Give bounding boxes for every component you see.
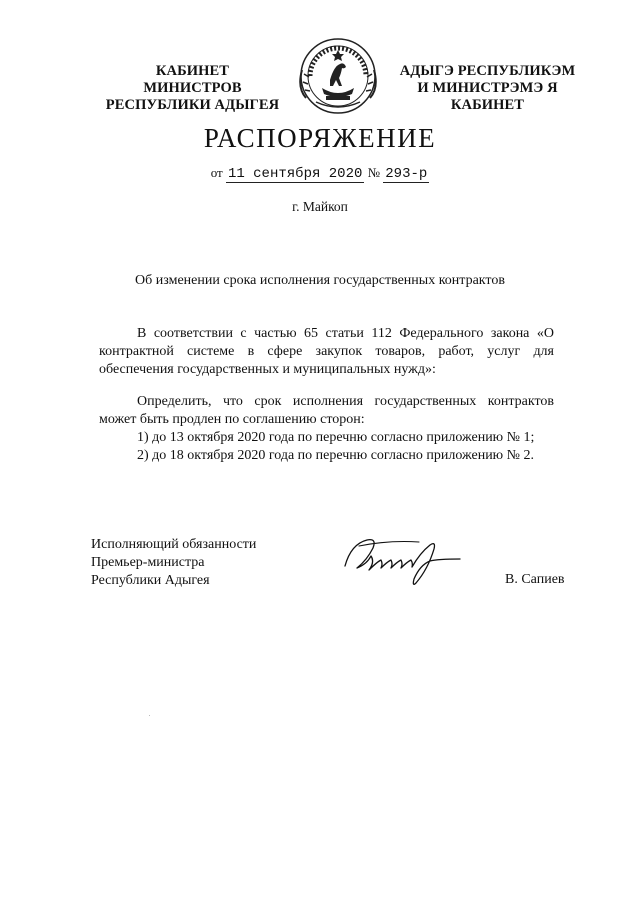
document-date: 11 сентября 2020 [227, 166, 363, 182]
document-title: РАСПОРЯЖЕНИЕ [203, 123, 437, 153]
date-prefix: от [210, 165, 223, 180]
signatory-name: В. Сапиев [505, 572, 565, 587]
signatory-line3: Республики Адыгея [91, 573, 210, 588]
adygea-coat-of-arms-icon [296, 36, 380, 116]
body-paragraph-2 [99, 393, 554, 465]
signatory-line2: Премьер-министра [91, 555, 205, 570]
date-line [0, 165, 640, 182]
document-subject: Об изменении срока исполнения государственных контрактов [135, 273, 505, 288]
list-item: 2) до 18 октября 2020 года по перечню согласно приложению № 2. [137, 448, 534, 463]
paragraph-text: В соответствии с частью 65 статьи 112 Федерального закона «О контрактной системе в сфере закупок товаров, работ, услуг для обеспечения государственных и муниципальных нужд»: [99, 326, 554, 377]
handwritten-signature-icon [337, 528, 482, 590]
scan-speck [149, 715, 150, 716]
paragraph-text: Определить, что срок исполнения государственных контрактов может быть продлен по соглашению сторон: [99, 394, 554, 427]
list-item: 1) до 13 октября 2020 года по перечню согласно приложению № 1; [137, 430, 535, 445]
header-left-line2: РЕСПУБЛИКИ АДЫГЕЯ [105, 97, 280, 113]
header-right-line2: И МИНИСТРЭМЭ Я КАБИНЕТ [417, 80, 558, 113]
city: г. Майкоп [292, 199, 348, 214]
number-sign: № [367, 165, 381, 180]
header-left-title [105, 63, 280, 114]
header-left-line1: КАБИНЕТ МИНИСТРОВ [143, 63, 242, 96]
header-right-line1: АДЫГЭ РЕСПУБЛИКЭМ [399, 63, 576, 79]
signatory-title [91, 536, 256, 590]
document-number: 293-р [385, 166, 428, 182]
body-paragraph-1 [99, 325, 554, 379]
signatory-line1: Исполняющий обязанности [91, 537, 257, 552]
header-right-title [380, 63, 595, 114]
